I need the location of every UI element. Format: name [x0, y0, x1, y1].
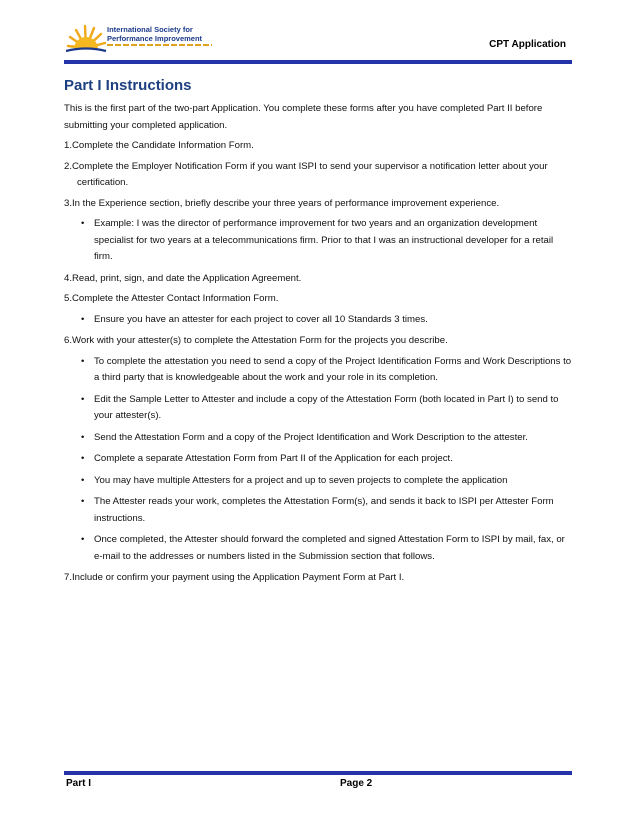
- instruction-step: 2.Complete the Employer Notification Form if you want ISPI to send your supervisor a notification letter about your certification.: [64, 160, 548, 188]
- bullet-text: Ensure you have an attester for each project to cover all 10 Standards 3 times.: [94, 313, 428, 325]
- logo-tagline-decoration: [107, 44, 212, 46]
- instruction-step: 4.Read, print, sign, and date the Application Agreement.: [64, 272, 302, 284]
- bullet-icon: •: [81, 218, 85, 229]
- bullet-text: Complete a separate Attestation Form from Part II of the Application for each project.: [94, 453, 453, 464]
- footer-divider: [64, 771, 572, 775]
- ispi-logo: [64, 18, 224, 62]
- instruction-step: 1.Complete the Candidate Information Form.: [64, 140, 254, 151]
- list-item: [64, 473, 572, 490]
- list-item: [64, 354, 572, 387]
- list-item: [64, 532, 572, 565]
- logo-line-1: International Society for: [107, 25, 193, 34]
- page-header: [64, 18, 572, 62]
- bullet-text: Once completed, the Attester should forward the completed and signed Attestation Form to ISPI by mail, fax, or e-mail to the addresses or numbers listed in the Submission section that follows.: [94, 534, 565, 562]
- sunburst-icon: [64, 22, 108, 56]
- list-item: [64, 216, 572, 266]
- instruction-step: 7.Include or confirm your payment using the Application Payment Form at Part I.: [64, 572, 405, 583]
- instruction-steps: [64, 138, 572, 587]
- bullet-text: You may have multiple Attesters for a project and up to seven projects to complete the application: [94, 474, 508, 486]
- list-item: [64, 392, 572, 425]
- bullet-text: Send the Attestation Form and a copy of the Project Identification and Work Description to the attester.: [94, 431, 528, 443]
- bullet-icon: •: [81, 496, 85, 507]
- bullet-icon: •: [81, 534, 85, 545]
- intro-paragraph: This is the first part of the two-part Application. You complete these forms after you have completed Part II before submitting your completed application.: [64, 103, 543, 131]
- list-item: [64, 430, 572, 447]
- bullet-icon: •: [81, 431, 85, 443]
- header-divider: [64, 60, 572, 64]
- instruction-step: 3.In the Experience section, briefly describe your three years of performance improvement experience.: [64, 197, 500, 209]
- bullet-icon: •: [81, 393, 85, 405]
- logo-text: [107, 25, 202, 43]
- page-content: [64, 76, 572, 591]
- document-title: CPT Application: [489, 39, 566, 50]
- footer-page-number: Page 2: [340, 778, 373, 789]
- bullet-icon: •: [81, 474, 85, 486]
- list-item: [64, 494, 572, 527]
- footer-part-label: Part I: [66, 778, 92, 789]
- bullet-text: To complete the attestation you need to send a copy of the Project Identification Forms and Work Descriptions to a third party that is knowledgeable about the work and your role in its completion.: [94, 355, 572, 383]
- step-bullet-list: [64, 216, 572, 266]
- bullet-icon: •: [81, 313, 85, 325]
- section-title: Part I Instructions: [64, 77, 192, 94]
- bullet-icon: •: [81, 453, 85, 464]
- step-bullet-list: [64, 312, 572, 329]
- bullet-text: Edit the Sample Letter to Attester and include a copy of the Attestation Form (both located in Part I) to send to your attester(s).: [94, 393, 559, 421]
- bullet-text: The Attester reads your work, completes the Attestation Form(s), and sends it back to ISPI per Attester Form instructions.: [94, 496, 554, 524]
- step-bullet-list: [64, 354, 572, 566]
- bullet-icon: •: [81, 355, 85, 367]
- instruction-step: 6.Work with your attester(s) to complete the Attestation Form for the projects you describe.: [64, 335, 448, 346]
- logo-line-2: Performance Improvement: [107, 34, 203, 43]
- bullet-text: Example: I was the director of performance improvement for two years and an organization development specialist for two years at a telecommunications firm. Prior to that I was an instructional developer for a retail firm.: [94, 218, 554, 262]
- list-item: [64, 451, 572, 468]
- instruction-step: 5.Complete the Attester Contact Information Form.: [64, 293, 279, 304]
- list-item: [64, 312, 572, 329]
